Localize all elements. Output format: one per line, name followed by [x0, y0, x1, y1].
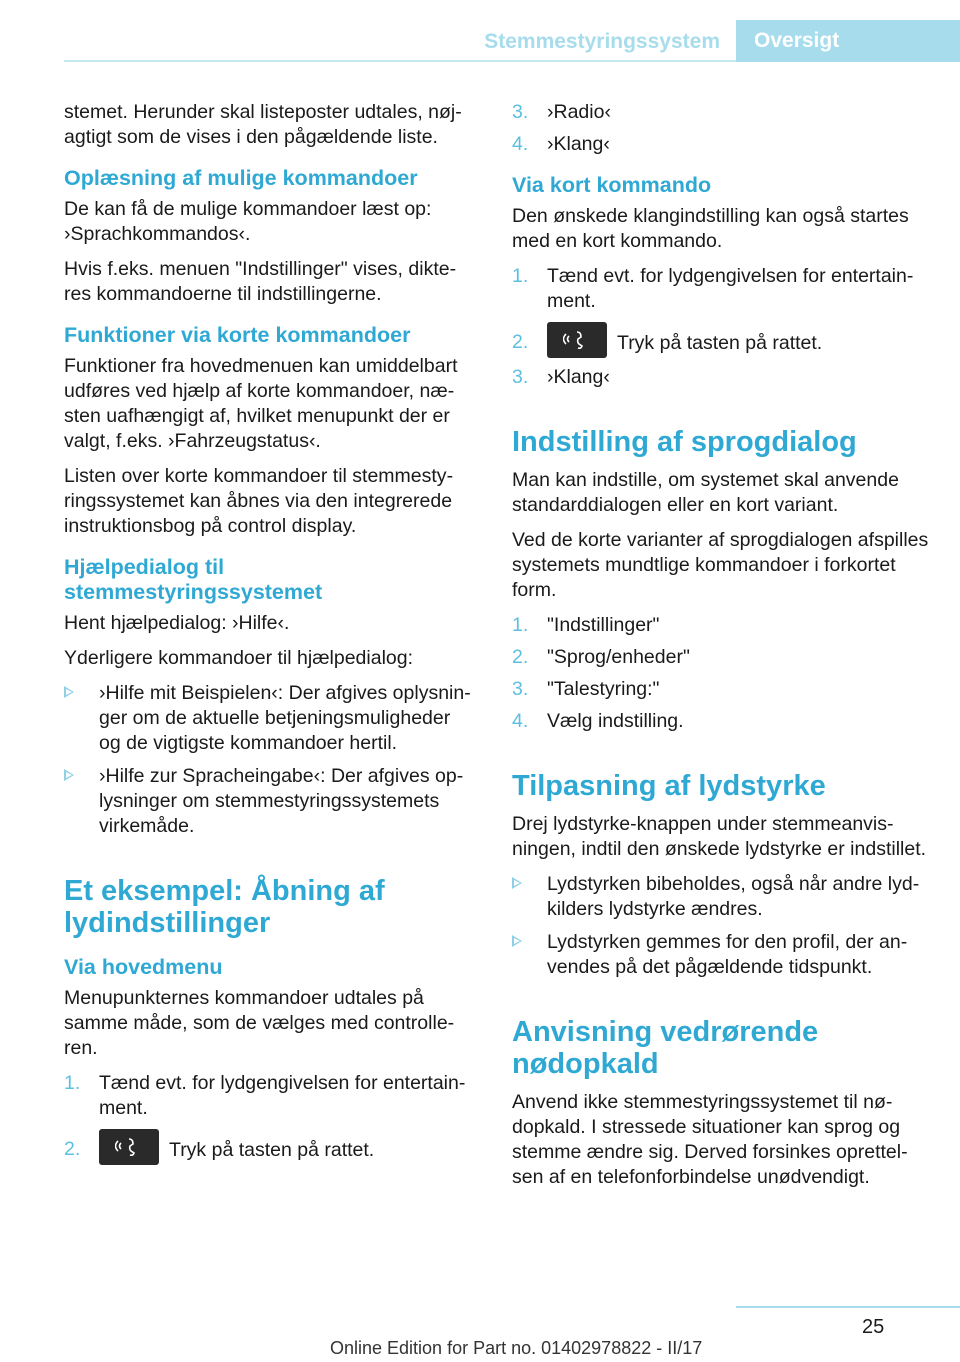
paragraph: Man kan indstille, om systemet skal anvende standarddialogen eller en kort variant. — [512, 469, 899, 516]
step-item: 4. Vælg indstilling. — [512, 710, 684, 732]
step-item: 3. ›Klang‹ — [512, 366, 610, 388]
paragraph: Yderligere kommandoer til hjælpedialog: — [64, 647, 414, 669]
paragraph: Hvis f.eks. menuen "Indstillinger" vises, dikteres kommandoerne til indstillingerne. — [64, 258, 457, 305]
paragraph: Hent hjælpedialog: ›Hilfe‹. — [64, 612, 290, 634]
step-list — [512, 613, 930, 734]
step-item: 4. ›Klang‹ — [512, 133, 610, 155]
heading-short-command: Via kort kommando — [512, 173, 712, 197]
paragraph: Drej lydstyrke-knappen under stemmeanvisningen, indtil den ønskede lydstyrke er indstillet. — [512, 813, 927, 860]
list-item: ›Hilfe mit Beispielen‹: Der afgives oplysninger om de aktuelle betjeningsmuligheder og de vigtigste kommandoer hertil. — [64, 681, 476, 756]
triangle-bullet-icon — [512, 877, 522, 889]
step-item: 2. Tryk på tasten på rattet. — [512, 330, 930, 358]
bullet-list — [512, 872, 930, 980]
triangle-bullet-icon — [64, 769, 74, 781]
heading-main-menu: Via hovedmenu — [64, 955, 223, 979]
step-item: 1. Tænd evt. for lydgengivelsen for entertainment. — [64, 1072, 466, 1119]
voice-button-icon — [99, 1129, 159, 1165]
right-column — [512, 100, 930, 1200]
voice-button-icon — [547, 322, 607, 358]
heading-language-dialog: Indstilling af sprogdialog — [512, 426, 857, 458]
paragraph: Ved de korte varianter af sprogdialogen afspilles systemets mundtlige kommandoer i forkortet form. — [512, 529, 929, 601]
step-item: 2. Tryk på tasten på rattet. — [64, 1137, 476, 1165]
list-item: Lydstyrken bibeholdes, også når andre lydkilders lydstyrke ændres. — [512, 872, 930, 922]
page-number: 25 — [862, 1316, 885, 1338]
step-list — [512, 264, 930, 390]
triangle-bullet-icon — [64, 686, 74, 698]
paragraph: De kan få de mulige kommandoer læst op: ›Sprachkommandos‹. — [64, 198, 432, 245]
step-list — [512, 100, 930, 157]
step-item: 1. Tænd evt. for lydgengivelsen for entertainment. — [512, 265, 914, 312]
step-item: 3. "Talestyring:" — [512, 678, 660, 700]
paragraph: Anvend ikke stemmestyringssystemet til nødopkald. I stressede situationer kan sprog og stemme ændre sig. Derved forsinkes oprettelsen af en telefonforbindelse unødvendigt. — [512, 1091, 908, 1188]
step-item: 1. "Indstillinger" — [512, 614, 660, 636]
left-column — [64, 100, 476, 1175]
heading-volume: Tilpasning af lydstyrke — [512, 770, 826, 802]
step-item: 3. ›Radio‹ — [512, 101, 611, 123]
step-item: 2. "Sprog/enheder" — [512, 646, 690, 668]
paragraph: Den ønskede klangindstilling kan også startes med en kort kommando. — [512, 205, 909, 252]
list-item: Lydstyrken gemmes for den profil, der anvendes på det pågældende tidspunkt. — [512, 930, 930, 980]
tab-oversigt[interactable] — [736, 20, 960, 62]
heading-example: Et eksempel: Åbning af lydindstillinger — [64, 875, 385, 939]
paragraph: Menupunkternes kommandoer udtales på samme måde, som de vælges med controlleren. — [64, 987, 455, 1059]
heading-short-commands: Funktioner via korte kommandoer — [64, 323, 411, 347]
intro-paragraph: stemet. Herunder skal listeposter udtales, nøjagtigt som de vises i den pågældende liste. — [64, 101, 462, 148]
list-item: ›Hilfe zur Spracheingabe‹: Der afgives oplysninger om stemmestyringssystemets virkemåde. — [64, 764, 476, 839]
heading-help-dialog: Hjælpedialog til stemmestyringssystemet — [64, 555, 323, 604]
bullet-list — [64, 681, 476, 839]
paragraph: Listen over korte kommandoer til stemmestyringssystemet kan åbnes via den integrerede instruktionsbog på control display. — [64, 465, 454, 537]
tab-label: Oversigt — [754, 29, 840, 52]
heading-read-commands: Oplæsning af mulige kommandoer — [64, 166, 418, 190]
paragraph: Funktioner fra hovedmenuen kan umiddelbart udføres ved hjælp af korte kommandoer, næsten uafhængigt af, hvilket menupunkt der er valgt, f.eks. ›Fahrzeugstatus‹. — [64, 355, 458, 452]
section-title: Stemmestyringssystem — [484, 30, 720, 53]
heading-emergency: Anvisning vedrørende nødopkald — [512, 1016, 819, 1080]
step-list — [64, 1071, 476, 1165]
footer-rule — [736, 1306, 960, 1308]
triangle-bullet-icon — [512, 935, 522, 947]
edition-note: Online Edition for Part no. 01402978822 - II/17 — [330, 1338, 703, 1358]
